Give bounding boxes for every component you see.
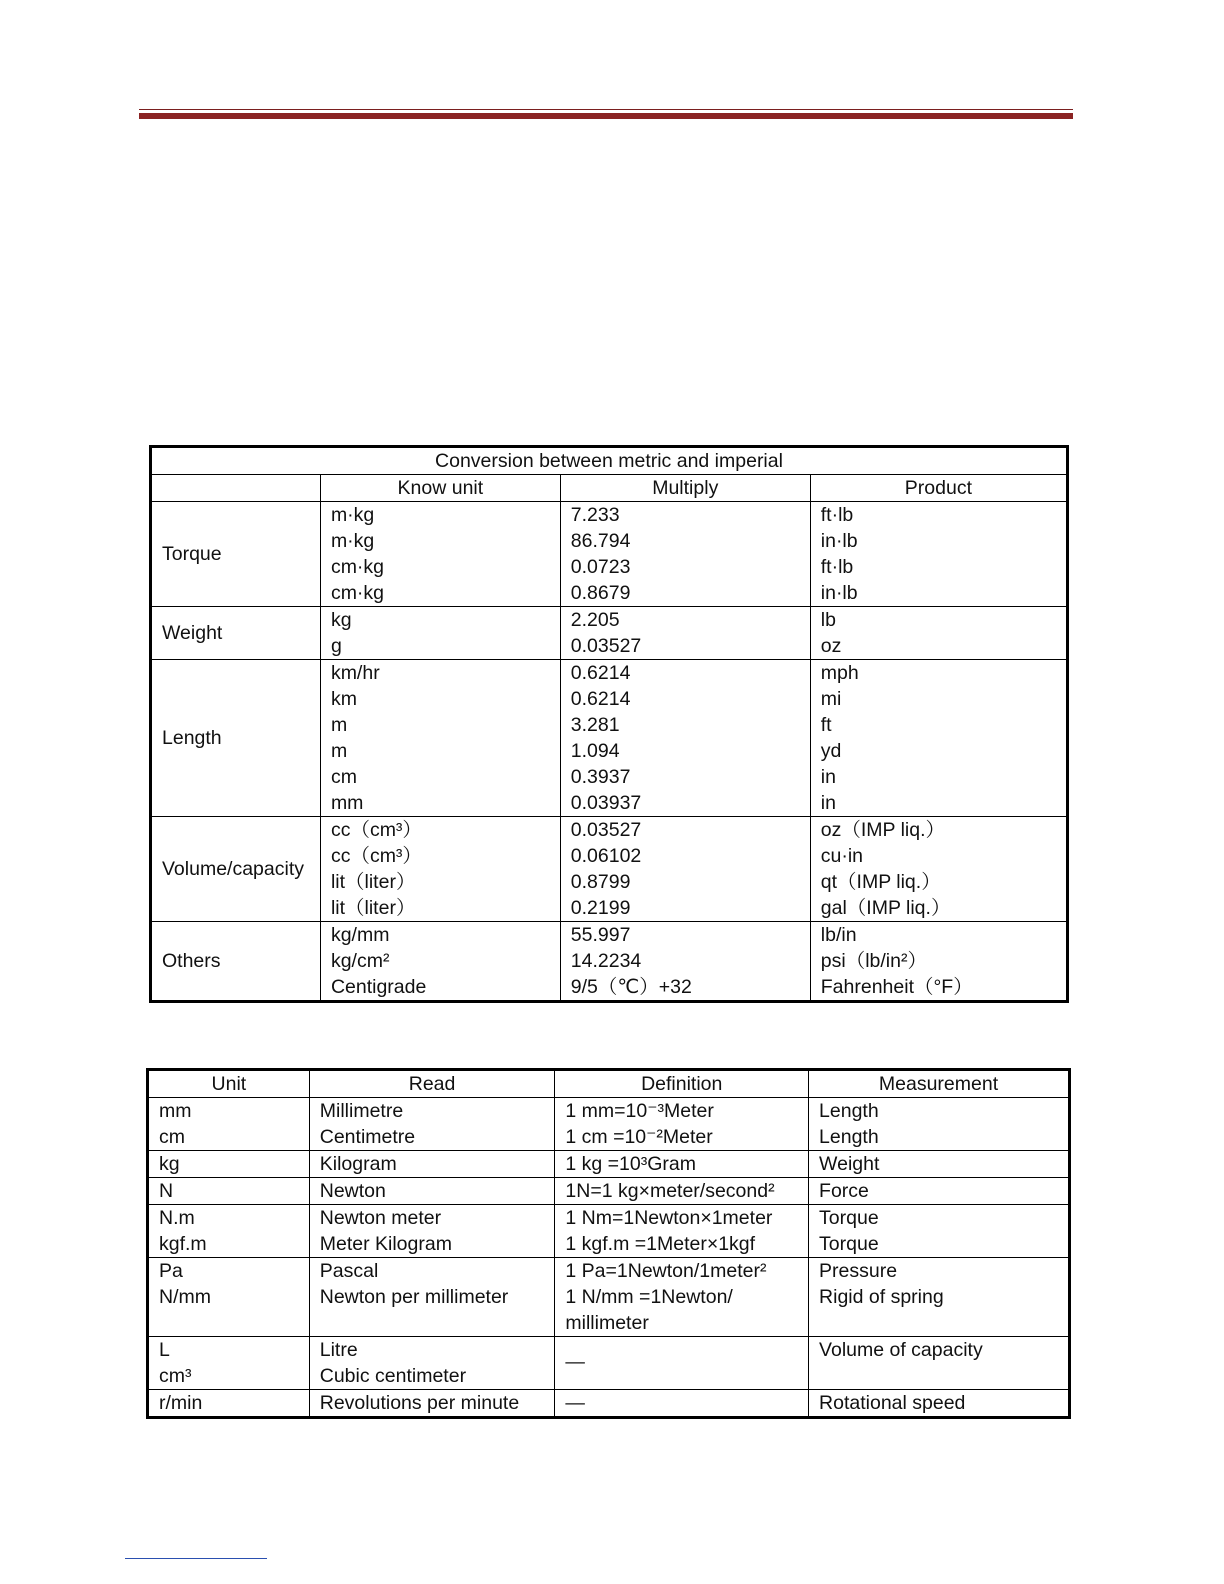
read-cell: [309, 1098, 555, 1151]
definition-cell-text: —: [565, 1351, 585, 1373]
multiply-cell-text: 0.03527: [570, 819, 642, 841]
column-header: [809, 1070, 1070, 1098]
product-cell-text: lb: [820, 609, 836, 631]
measurement-cell: [809, 1098, 1070, 1151]
header-rule-thin: [139, 109, 1073, 110]
column-header: [151, 475, 321, 502]
footer-rule: [125, 1558, 267, 1559]
measurement-cell-text: Weight: [819, 1153, 880, 1175]
column-header: [320, 475, 560, 502]
multiply-cell-text: 0.8799: [570, 871, 631, 893]
definition-cell-text: millimeter: [565, 1312, 649, 1334]
column-header-text: [162, 475, 310, 501]
category-cell-text: Torque: [162, 543, 222, 565]
table-row: [148, 1098, 1070, 1151]
product-cell: [810, 817, 1067, 922]
multiply-cell-text: 0.03937: [570, 792, 642, 814]
category-cell: [151, 817, 321, 922]
product-cell-text: in·lb: [820, 582, 858, 604]
known-unit-cell-text: km: [330, 688, 357, 710]
known-unit-cell: [320, 817, 560, 922]
column-header-text: Multiply: [652, 477, 719, 499]
read-cell: [309, 1258, 555, 1337]
multiply-cell-text: 14.2234: [570, 950, 642, 972]
read-cell-text: Meter Kilogram: [319, 1233, 452, 1255]
category-cell: [151, 660, 321, 817]
known-unit-cell-text: kg/mm: [330, 924, 390, 946]
multiply-cell-text: 1.094: [570, 740, 620, 762]
measurement-cell-text: Length: [819, 1126, 879, 1148]
definition-cell-text: 1 Nm=1Newton×1meter: [565, 1207, 773, 1229]
product-cell: [810, 607, 1067, 660]
read-cell: [309, 1337, 555, 1390]
definition-cell-text: 1N=1 kg×meter/second²: [565, 1180, 775, 1202]
known-unit-cell-text: cm·kg: [330, 582, 385, 604]
product-cell-text: qt（IMP liq.）: [820, 871, 941, 893]
known-unit-cell-text: Centigrade: [330, 976, 427, 998]
known-unit-cell-text: g: [330, 635, 342, 657]
product-cell: [810, 660, 1067, 817]
known-unit-cell-text: km/hr: [330, 662, 380, 684]
measurement-cell: [809, 1390, 1070, 1418]
read-cell: [309, 1178, 555, 1205]
known-unit-cell-text: lit（liter）: [330, 897, 416, 919]
definition-cell: [555, 1258, 809, 1337]
table-header-row: [151, 475, 1068, 502]
product-cell-text: cu·in: [820, 845, 864, 867]
measurement-cell-text: Pressure: [819, 1260, 898, 1282]
multiply-cell-text: 86.794: [570, 530, 631, 552]
known-unit-cell-text: cc（cm³）: [330, 819, 422, 841]
product-cell-text: in: [820, 792, 836, 814]
unit-cell: [148, 1098, 310, 1151]
unit-cell: [148, 1337, 310, 1390]
definition-cell: [555, 1151, 809, 1178]
known-unit-cell-text: cm: [330, 766, 357, 788]
definition-cell: [555, 1098, 809, 1151]
definition-cell: [555, 1178, 809, 1205]
column-header-text: Measurement: [878, 1073, 999, 1095]
read-cell-text: Kilogram: [319, 1153, 397, 1175]
measurement-cell: [809, 1151, 1070, 1178]
measurement-cell-text: Rigid of spring: [819, 1286, 944, 1308]
table-row: [148, 1258, 1070, 1337]
measurement-cell: [809, 1258, 1070, 1337]
multiply-cell-text: 0.03527: [570, 635, 642, 657]
unit-cell: [148, 1258, 310, 1337]
multiply-cell-text: 3.281: [570, 714, 620, 736]
unit-cell-text: N: [159, 1180, 174, 1202]
product-cell-text: ft: [820, 714, 832, 736]
unit-cell-text: kgf.m: [159, 1233, 207, 1255]
multiply-cell-text: 7.233: [570, 504, 620, 526]
measurement-cell: [809, 1205, 1070, 1258]
category-cell: [151, 922, 321, 1002]
definition-cell-text: 1 N/mm =1Newton/: [565, 1286, 733, 1308]
column-header-text: Unit: [211, 1073, 247, 1095]
product-cell-text: ft·lb: [820, 556, 854, 578]
table-row: [151, 660, 1068, 817]
read-cell-text: Newton: [319, 1180, 386, 1202]
unit-cell: [148, 1390, 310, 1418]
read-cell-text: Newton meter: [319, 1207, 442, 1229]
definition-cell: [555, 1337, 809, 1390]
unit-cell-text: cm: [159, 1126, 185, 1148]
table-row: [148, 1178, 1070, 1205]
definition-cell: [555, 1205, 809, 1258]
read-cell-text: Cubic centimeter: [319, 1365, 467, 1387]
unit-cell: [148, 1178, 310, 1205]
table-row: [148, 1390, 1070, 1418]
column-header: [148, 1070, 310, 1098]
multiply-cell-text: 0.6214: [570, 662, 631, 684]
category-cell: [151, 502, 321, 607]
read-cell: [309, 1205, 555, 1258]
unit-cell-text: L: [159, 1339, 170, 1361]
product-cell-text: yd: [820, 740, 842, 762]
table-row: [151, 817, 1068, 922]
column-header-text: Definition: [641, 1073, 723, 1095]
measurement-cell-text: Torque: [819, 1207, 879, 1229]
multiply-cell: [560, 922, 810, 1002]
table-row: [151, 607, 1068, 660]
multiply-cell-text: 0.3937: [570, 766, 631, 788]
column-header: [810, 475, 1067, 502]
multiply-cell: [560, 607, 810, 660]
column-header-text: Know unit: [397, 477, 484, 499]
definition-cell-text: —: [565, 1392, 585, 1414]
multiply-cell-text: 0.0723: [570, 556, 631, 578]
table-row: [151, 922, 1068, 1002]
product-cell-text: oz: [820, 635, 842, 657]
multiply-cell: [560, 817, 810, 922]
measurement-cell-text: Torque: [819, 1233, 879, 1255]
definition-cell-text: 1 kg =10³Gram: [565, 1153, 696, 1175]
known-unit-cell-text: mm: [330, 792, 364, 814]
table-row: [148, 1337, 1070, 1390]
table-row: [151, 502, 1068, 607]
product-cell-text: Fahrenheit（°F）: [820, 976, 973, 998]
product-cell-text: gal（IMP liq.）: [820, 897, 951, 919]
metric-imperial-conversion-table: [149, 445, 1069, 1003]
unit-cell-text: N/mm: [159, 1286, 211, 1308]
table-header-row: [148, 1070, 1070, 1098]
known-unit-cell-text: cm·kg: [330, 556, 385, 578]
read-cell: [309, 1390, 555, 1418]
known-unit-cell-text: kg: [330, 609, 352, 631]
unit-cell: [148, 1151, 310, 1178]
definition-cell: [555, 1390, 809, 1418]
unit-cell-text: Pa: [159, 1260, 183, 1282]
column-header: [309, 1070, 555, 1098]
measurement-cell: [809, 1178, 1070, 1205]
measurement-cell-text: Volume of capacity: [819, 1339, 983, 1361]
category-cell-text: Weight: [162, 622, 223, 644]
product-cell: [810, 922, 1067, 1002]
read-cell-text: Newton per millimeter: [319, 1286, 509, 1308]
category-cell-text: Others: [162, 950, 221, 972]
read-cell-text: Litre: [319, 1339, 358, 1361]
definition-cell-text: 1 kgf.m =1Meter×1kgf: [565, 1233, 756, 1255]
multiply-cell-text: 0.8679: [570, 582, 631, 604]
product-cell-text: ft·lb: [820, 504, 854, 526]
known-unit-cell: [320, 607, 560, 660]
known-unit-cell-text: m: [330, 740, 348, 762]
known-unit-cell-text: m·kg: [330, 504, 375, 526]
product-cell: [810, 502, 1067, 607]
known-unit-cell-text: lit（liter）: [330, 871, 416, 893]
multiply-cell-text: 0.2199: [570, 897, 631, 919]
measurement-cell-text: Rotational speed: [819, 1392, 966, 1414]
multiply-cell-text: 9/5（℃）+32: [570, 976, 692, 998]
multiply-cell-text: 55.997: [570, 924, 631, 946]
product-cell-text: oz（IMP liq.）: [820, 819, 946, 841]
table-row: [148, 1205, 1070, 1258]
definition-cell-text: 1 Pa=1Newton/1meter²: [565, 1260, 767, 1282]
definition-cell-text: 1 mm=10⁻³Meter: [565, 1100, 714, 1122]
known-unit-cell-text: cc（cm³）: [330, 845, 422, 867]
unit-cell-text: N.m: [159, 1207, 195, 1229]
column-header-text: Product: [904, 477, 972, 499]
known-unit-cell-text: m·kg: [330, 530, 375, 552]
known-unit-cell: [320, 502, 560, 607]
table-row: [148, 1151, 1070, 1178]
read-cell-text: Pascal: [319, 1260, 379, 1282]
multiply-cell-text: 0.6214: [570, 688, 631, 710]
category-cell-text: Length: [162, 727, 222, 749]
multiply-cell: [560, 660, 810, 817]
product-cell-text: in: [820, 766, 836, 788]
known-unit-cell: [320, 922, 560, 1002]
read-cell-text: Millimetre: [319, 1100, 404, 1122]
category-cell-text: Volume/capacity: [162, 858, 304, 880]
category-cell: [151, 607, 321, 660]
known-unit-cell: [320, 660, 560, 817]
multiply-cell-text: 2.205: [570, 609, 620, 631]
table-title: [151, 447, 1068, 475]
read-cell-text: Centimetre: [319, 1126, 416, 1148]
table-title-row: [151, 447, 1068, 475]
product-cell-text: mi: [820, 688, 842, 710]
table-title-text: Conversion between metric and imperial: [435, 450, 783, 472]
measurement-cell: [809, 1337, 1070, 1390]
product-cell-text: lb/in: [820, 924, 857, 946]
definition-cell-text: 1 cm =10⁻²Meter: [565, 1126, 713, 1148]
unit-cell-text: kg: [159, 1153, 180, 1175]
read-cell: [309, 1151, 555, 1178]
header-rule-thick: [139, 113, 1073, 119]
known-unit-cell-text: m: [330, 714, 348, 736]
unit-definitions-table: [146, 1068, 1071, 1419]
measurement-cell-text: Force: [819, 1180, 869, 1202]
product-cell-text: in·lb: [820, 530, 858, 552]
multiply-cell-text: 0.06102: [570, 845, 642, 867]
product-cell-text: psi（lb/in²）: [820, 950, 927, 972]
unit-cell-text: cm³: [159, 1365, 192, 1387]
unit-cell-text: r/min: [159, 1392, 203, 1414]
read-cell-text: Revolutions per minute: [319, 1392, 520, 1414]
column-header: [560, 475, 810, 502]
unit-cell-text: mm: [159, 1100, 192, 1122]
unit-cell: [148, 1205, 310, 1258]
product-cell-text: mph: [820, 662, 859, 684]
measurement-cell-text: Length: [819, 1100, 879, 1122]
column-header-text: Read: [408, 1073, 456, 1095]
known-unit-cell-text: kg/cm²: [330, 950, 390, 972]
column-header: [555, 1070, 809, 1098]
multiply-cell: [560, 502, 810, 607]
